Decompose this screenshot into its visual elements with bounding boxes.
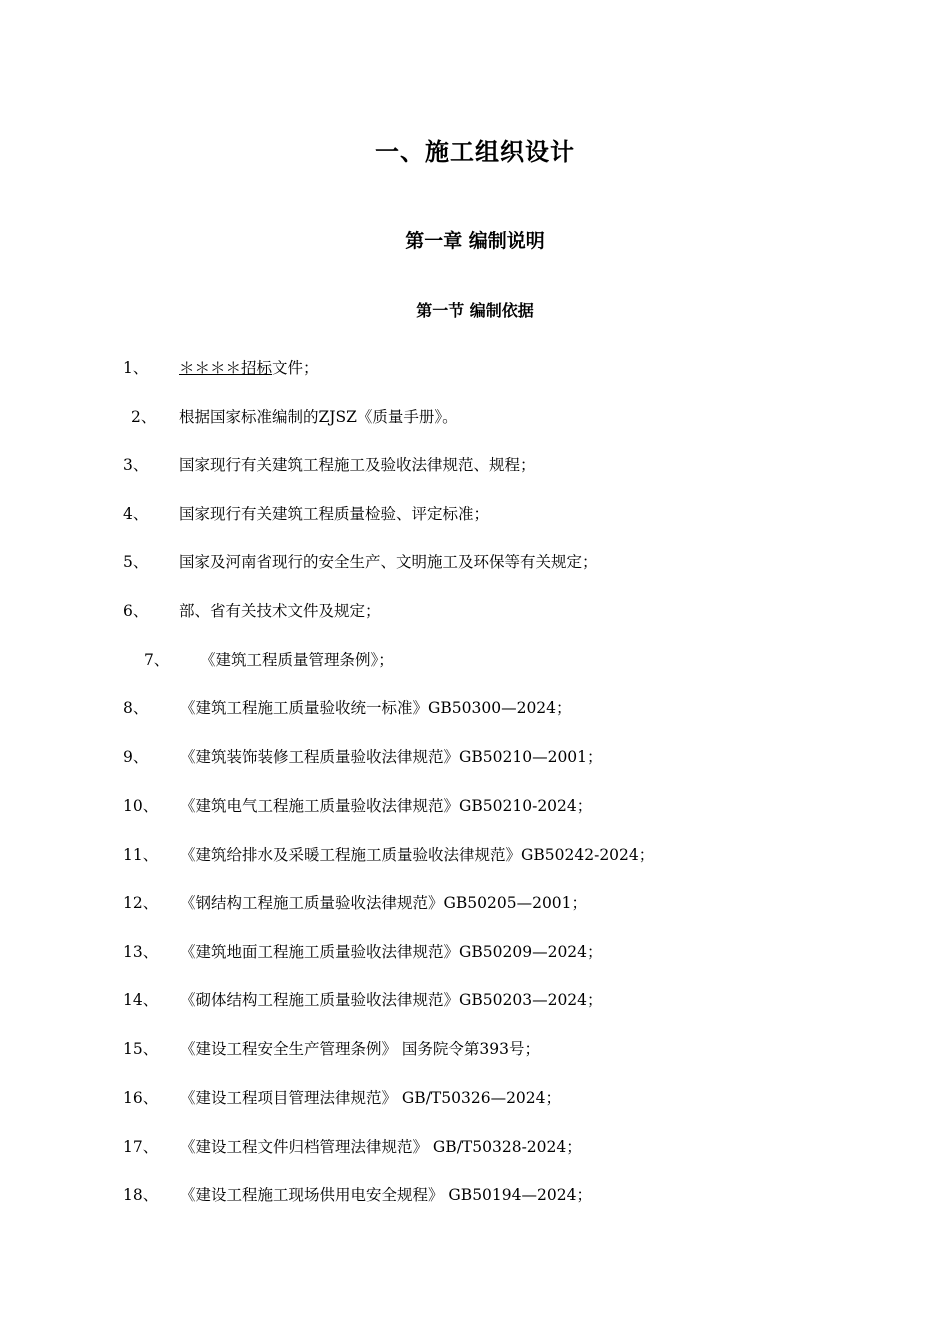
list-item-text-rest: 文件； bbox=[272, 359, 319, 377]
list-item-number: 5、 bbox=[123, 553, 149, 571]
list-item-number: 6、 bbox=[123, 602, 149, 620]
list-item-text: 《钢结构工程施工质量验收法律规范》GB50205—2001； bbox=[180, 894, 588, 912]
list-item-text: 《建筑装饰装修工程质量验收法律规范》GB50210—2001； bbox=[180, 748, 603, 766]
list-item-number: 18、 bbox=[123, 1186, 159, 1204]
list-item-number: 10、 bbox=[123, 797, 159, 815]
list-item-number: 13、 bbox=[123, 943, 159, 961]
list-item-text: 《建筑给排水及采暖工程施工质量验收法律规范》GB50242-2024； bbox=[180, 846, 655, 864]
list-item-text: 《建筑工程施工质量验收统一标准》GB50300—2024； bbox=[180, 699, 572, 717]
list-item-number: 1、 bbox=[123, 359, 149, 377]
list-item-number: 14、 bbox=[123, 991, 159, 1009]
list-item-number: 2、 bbox=[131, 408, 157, 426]
list-item-number: 3、 bbox=[123, 456, 149, 474]
list-item-text: 《建筑电气工程施工质量验收法律规范》GB50210-2024； bbox=[180, 797, 593, 815]
list-item-text: 国家现行有关建筑工程质量检验、评定标准； bbox=[179, 505, 490, 523]
chapter-heading: 第一章 编制说明 bbox=[405, 230, 545, 252]
list-item-number: 7、 bbox=[144, 651, 170, 669]
list-item-number: 4、 bbox=[123, 505, 149, 523]
list-item-text: 国家及河南省现行的安全生产、文明施工及环保等有关规定； bbox=[179, 553, 598, 571]
list-item-text: 国家现行有关建筑工程施工及验收法律规范、规程； bbox=[179, 456, 536, 474]
list-item-text: 部、省有关技术文件及规定； bbox=[179, 602, 381, 620]
list-item-number: 11、 bbox=[123, 846, 159, 864]
list-item-text: 《砌体结构工程施工质量验收法律规范》GB50203—2024； bbox=[180, 991, 603, 1009]
list-item-text: 《建设工程安全生产管理条例》 国务院令第393号； bbox=[180, 1040, 541, 1058]
list-item-number: 12、 bbox=[123, 894, 159, 912]
list-item-text: 《建筑地面工程施工质量验收法律规范》GB50209—2024； bbox=[180, 943, 603, 961]
list-item-text: 《建设工程项目管理法律规范》 GB/T50326—2024； bbox=[180, 1089, 562, 1107]
list-item-text: 《建设工程施工现场供用电安全规程》 GB50194—2024； bbox=[180, 1186, 592, 1204]
list-item-number: 17、 bbox=[123, 1138, 159, 1156]
list-item-number: 16、 bbox=[123, 1089, 159, 1107]
list-item-text: 《建筑工程质量管理条例》； bbox=[200, 651, 394, 669]
section-heading: 第一节 编制依据 bbox=[416, 301, 534, 320]
list-item-number: 8、 bbox=[123, 699, 149, 717]
list-item-text: 根据国家标准编制的ZJSZ《质量手册》。 bbox=[179, 408, 458, 426]
document-title: 一、施工组织设计 bbox=[375, 138, 575, 166]
list-item-text bbox=[179, 355, 319, 381]
list-item-number: 15、 bbox=[123, 1040, 159, 1058]
list-item-number: 9、 bbox=[123, 748, 149, 766]
list-item-text: 《建设工程文件归档管理法律规范》 GB/T50328-2024； bbox=[180, 1138, 582, 1156]
underlined-text: ＊＊＊＊招标 bbox=[179, 359, 273, 377]
